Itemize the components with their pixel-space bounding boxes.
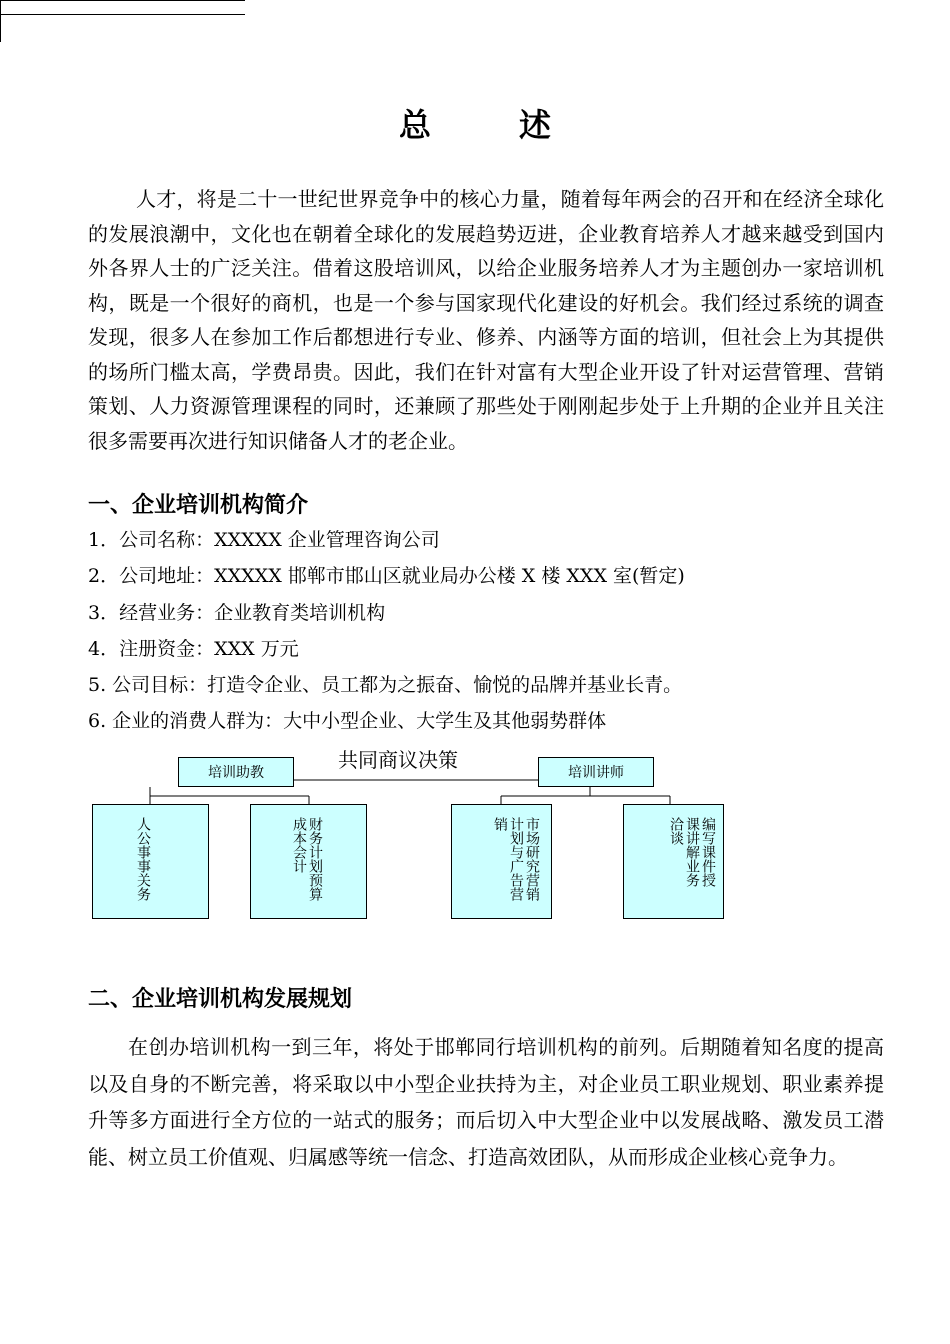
lecturer-box: 培训讲师 bbox=[538, 757, 654, 787]
list-item: 2．公司地址：XXXXX 邯郸市邯山区就业局办公楼 X 楼 XXX 室(暂定) bbox=[88, 565, 685, 588]
intro-paragraph: 人才，将是二十一世纪世界竞争中的核心力量，随着每年两会的召开和在经济全球化的发展浪潮中，文化也在朝着全球化的发展趋势迈进，企业教育培养人才越来越受到国内外各界人士的广泛关注。借着这股培训风，以给企业服务培养人才为主题创办一家培训机构，既是一个很好的商机，也是一个参与国家现代化建设的好机会。我们经过系统的调查发现，很多人在参加工作后都想进行专业、修养、内涵等方面的培训，但社会上为其提供的场所门槛太高，学费昂贵。因此，我们在针对富有大型企业开设了针对运营管理、营销策划、人力资源管理课程的同时，还兼顾了那些处于刚刚起步处于上升期的企业并且关注很多需要再次进行知识储备人才的老企业。 bbox=[88, 187, 884, 453]
box-text: 营销计划与 bbox=[508, 817, 540, 901]
public-affairs-box bbox=[92, 804, 209, 919]
teaching-box bbox=[623, 804, 724, 919]
box-text: 人公事 bbox=[135, 817, 151, 859]
marketing-box bbox=[451, 804, 552, 919]
box-text: 编写课件 bbox=[700, 817, 716, 873]
box-text: 成本会计 bbox=[291, 817, 307, 873]
box-text: 广告营销 bbox=[492, 817, 524, 901]
box-text: 财务计划 bbox=[307, 817, 323, 873]
list-item: 3．经营业务：企业教育类培训机构 bbox=[88, 601, 386, 624]
list-item: 6. 企业的消费人群为：大中小型企业、大学生及其他弱势群体 bbox=[88, 710, 607, 733]
decision-label: 共同商议决策 bbox=[338, 748, 458, 772]
finance-box bbox=[250, 804, 367, 919]
page-title: 总 述 bbox=[398, 106, 579, 144]
company-info-list bbox=[88, 522, 685, 740]
section-1-heading: 一、企业培训机构简介 bbox=[88, 493, 309, 518]
list-item: 4．注册资金：XXX 万元 bbox=[88, 637, 299, 660]
list-item: 5. 公司目标：打造令企业、员工都为之振奋、愉悦的品牌并基业长青。 bbox=[88, 674, 683, 697]
box-text: 市场研究 bbox=[524, 817, 540, 873]
box-text: 预算 bbox=[307, 873, 323, 901]
corner-rule bbox=[0, 14, 245, 15]
list-item: 1．公司名称：XXXXX 企业管理咨询公司 bbox=[88, 529, 440, 551]
development-paragraph: 在创办培训机构一到三年，将处于邯郸同行培训机构的前列。后期随着知名度的提高以及自身的不断完善，将采取以中小型企业扶持为主，对企业员工职业规划、职业素养提升等多方面进行全方位的一站式的服务；而后切入中大型企业中以发展战略、激发员工潜能、树立员工价值观、归属感等统一信念、打造高效团队，从而形成企业核心竞争力。 bbox=[88, 1035, 884, 1169]
section-2-heading: 二、企业培训机构发展规划 bbox=[88, 987, 353, 1012]
assistant-box: 培训助教 bbox=[178, 757, 294, 787]
box-text: 事关务 bbox=[135, 859, 151, 901]
corner-rule-top bbox=[0, 0, 245, 1]
box-text: 业务洽谈 bbox=[668, 817, 700, 887]
corner-rule-vertical bbox=[0, 0, 1, 42]
box-text: 授课讲解 bbox=[684, 817, 716, 887]
